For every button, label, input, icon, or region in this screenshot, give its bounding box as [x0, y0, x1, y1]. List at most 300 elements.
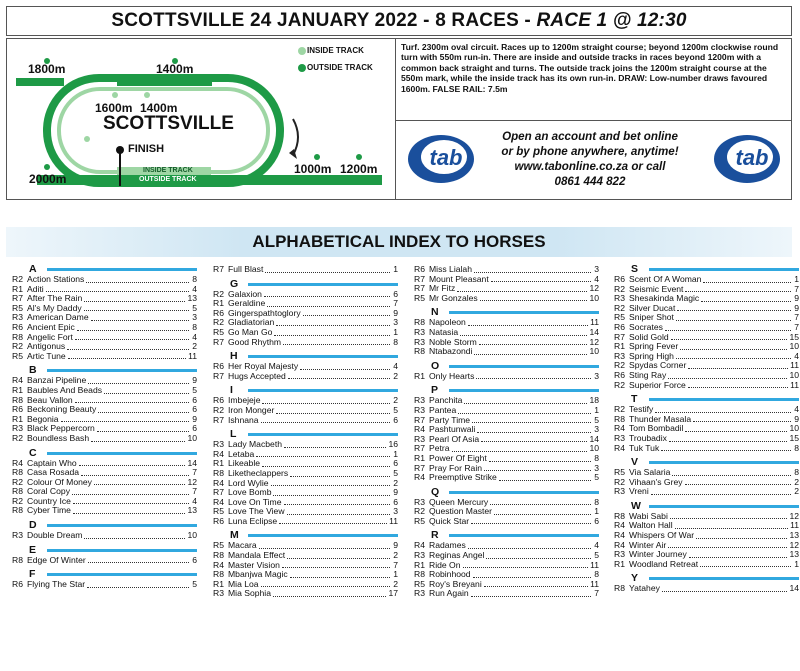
saddle-cloth-number: 13	[187, 505, 197, 516]
horse-name: Action Stations	[27, 274, 85, 284]
horse-name: Mandala Effect	[228, 550, 286, 561]
horse-name: Master Vision	[228, 559, 280, 570]
leader-dots	[463, 561, 589, 569]
leader-dots	[494, 507, 591, 515]
leader-dots	[262, 396, 390, 404]
marker-1200-icon	[356, 154, 362, 160]
race-number: R8	[414, 569, 425, 580]
dist-1800: 1800m	[28, 62, 66, 76]
saddle-cloth-number: 16	[388, 439, 398, 450]
leader-dots	[264, 290, 390, 298]
letter-label: P	[431, 384, 439, 397]
letter-divider	[47, 452, 197, 455]
saddle-cloth-number: 9	[393, 487, 398, 498]
leader-dots	[671, 333, 788, 341]
leader-dots	[261, 580, 390, 588]
leader-dots	[287, 551, 390, 559]
saddle-cloth-number: 11	[389, 515, 398, 526]
leader-dots	[489, 454, 591, 462]
horse-name: Pashtunwali	[429, 424, 476, 435]
letter-label: N	[431, 306, 439, 319]
index-column	[614, 265, 799, 594]
horse-name: Pray For Rain	[429, 462, 483, 473]
race-number: R1	[614, 341, 625, 352]
letter-heading	[614, 574, 799, 584]
letter-divider	[47, 268, 197, 271]
letter-heading	[414, 386, 599, 396]
legend-inside-label: INSIDE TRACK	[307, 46, 364, 55]
leader-dots	[61, 415, 189, 423]
leader-dots	[490, 498, 591, 506]
race-number: R6	[12, 404, 23, 415]
horse-name: Beckoning Beauty	[27, 404, 97, 415]
race-number: R5	[614, 467, 625, 478]
ad-phone: 0861 444 822	[554, 175, 626, 188]
leader-dots	[256, 450, 390, 458]
leader-dots	[665, 323, 791, 331]
letter-heading	[614, 499, 799, 512]
letter-heading	[12, 543, 197, 556]
race-number: R4	[614, 423, 625, 434]
race-number: R3	[614, 486, 625, 497]
horse-name: Ntabazondi	[429, 346, 473, 357]
race-number: R5	[414, 578, 425, 589]
leader-dots	[688, 381, 788, 389]
horse-name: Al's My Daddy	[27, 302, 82, 313]
horse-name: Superior Force	[629, 379, 686, 390]
saddle-cloth-number: 1	[393, 569, 398, 580]
saddle-cloth-number: 8	[594, 452, 599, 463]
saddle-cloth-number: 2	[393, 370, 398, 381]
horse-name: Iron Monger	[228, 404, 275, 415]
letter-heading	[12, 265, 197, 275]
dist-1400-inner: 1400m	[140, 101, 178, 115]
leader-dots	[480, 294, 588, 302]
saddle-cloth-number: 6	[393, 288, 398, 299]
letter-label: A	[29, 263, 37, 275]
race-number: R4	[213, 559, 224, 570]
saddle-cloth-number: 3	[594, 462, 599, 473]
letter-heading	[213, 277, 398, 290]
horse-name: Mount Pleasant	[429, 273, 489, 284]
saddle-cloth-number: 8	[192, 321, 197, 332]
letter-label: Y	[631, 572, 639, 585]
leader-dots	[655, 405, 791, 413]
saddle-cloth-number: 11	[188, 350, 197, 361]
leader-dots	[67, 342, 189, 350]
legend-outside-label: OUTSIDE TRACK	[307, 63, 373, 72]
leader-dots	[73, 497, 189, 505]
index-column	[213, 265, 398, 599]
saddle-cloth-number: 3	[594, 424, 599, 435]
letter-divider	[649, 461, 799, 464]
leader-dots	[662, 584, 788, 592]
horse-name: Artic Tune	[27, 350, 66, 361]
index-header	[6, 227, 792, 257]
leader-dots	[79, 459, 186, 467]
leader-dots	[693, 415, 791, 423]
saddle-cloth-number: 5	[192, 384, 197, 395]
letter-label: R	[431, 529, 439, 542]
horse-row	[12, 434, 197, 444]
race-number: R7	[213, 336, 224, 347]
saddle-cloth-number: 10	[789, 369, 799, 380]
horse-name: Napoleon	[429, 317, 466, 328]
horse-name: Natasia	[429, 326, 459, 337]
race-number: R8	[12, 394, 23, 405]
horse-name: Scent Of A Woman	[629, 274, 702, 284]
leader-dots	[688, 361, 788, 369]
horse-name: Aditi	[27, 283, 44, 294]
saddle-cloth-number: 9	[794, 293, 799, 304]
legend-inside-dot-icon	[298, 47, 306, 55]
leader-dots	[88, 376, 189, 384]
leader-dots	[471, 517, 591, 525]
horse-name: Only Hearts	[429, 370, 475, 381]
horse-row	[213, 372, 398, 382]
letter-label: W	[631, 499, 641, 512]
saddle-cloth-number: 7	[192, 486, 197, 497]
horse-name: Liketheclappers	[228, 467, 289, 478]
race-number: R8	[12, 554, 23, 565]
leader-dots	[468, 541, 591, 549]
horse-name: Testify	[629, 404, 654, 415]
race-number: R8	[614, 413, 625, 424]
leader-dots	[474, 265, 591, 273]
saddle-cloth-number: 10	[589, 346, 599, 357]
letter-divider	[47, 549, 197, 552]
horse-name: Question Master	[429, 506, 493, 517]
race-number: R3	[12, 530, 23, 541]
saddle-cloth-number: 6	[393, 458, 398, 469]
horse-name: Geraldine	[228, 298, 266, 309]
horse-name: Double Dream	[27, 530, 83, 541]
race-number: R7	[414, 273, 425, 284]
saddle-cloth-number: 4	[594, 273, 599, 284]
race-number: R3	[414, 336, 425, 347]
race-number: R3	[614, 293, 625, 304]
leader-dots	[290, 469, 390, 477]
marker-1600-inside-icon	[112, 92, 118, 98]
race-number: R4	[12, 375, 23, 386]
saddle-cloth-number: 5	[393, 404, 398, 415]
letter-heading	[12, 446, 197, 459]
dist-1950: 1950m	[75, 145, 110, 157]
saddle-cloth-number: 3	[393, 317, 398, 328]
horse-row	[12, 580, 197, 590]
saddle-cloth-number: 14	[187, 457, 197, 468]
leader-dots	[273, 488, 390, 496]
race-number: R2	[614, 404, 625, 415]
leader-dots	[479, 338, 588, 346]
saddle-cloth-number: 10	[589, 443, 599, 454]
saddle-cloth-number: 11	[590, 578, 599, 589]
horse-name: After The Rain	[27, 293, 83, 304]
saddle-cloth-number: 1	[794, 274, 799, 284]
saddle-cloth-number: 8	[594, 496, 599, 507]
horse-name: Panchita	[429, 395, 463, 406]
leader-dots	[473, 570, 591, 578]
race-number: R5	[414, 515, 425, 526]
marker-2000-icon	[44, 164, 50, 170]
index-column	[414, 265, 599, 599]
horse-name: Yatahey	[629, 583, 660, 594]
leader-dots	[274, 328, 390, 336]
letter-heading	[614, 265, 799, 275]
race-number: R3	[414, 433, 425, 444]
saddle-cloth-number: 3	[192, 312, 197, 323]
race-number: R2	[213, 404, 224, 415]
saddle-cloth-number: 15	[789, 432, 799, 443]
race-number: R4	[12, 457, 23, 468]
leader-dots	[87, 580, 189, 588]
saddle-cloth-number: 17	[388, 588, 398, 599]
horse-name: Winter Journey	[629, 549, 687, 560]
saddle-cloth-number: 12	[187, 476, 197, 487]
leader-dots	[271, 479, 390, 487]
saddle-cloth-number: 2	[794, 486, 799, 497]
saddle-cloth-number: 6	[192, 394, 197, 405]
saddle-cloth-number: 14	[589, 433, 599, 444]
race-number: R5	[614, 312, 625, 323]
saddle-cloth-number: 1	[393, 448, 398, 459]
horse-name: Likeable	[228, 458, 261, 469]
saddle-cloth-number: 12	[789, 510, 799, 521]
tab-logo-right-icon	[712, 133, 782, 185]
race-number: R2	[614, 379, 625, 390]
leader-dots	[290, 570, 390, 578]
race-number: R2	[213, 288, 224, 299]
leader-dots	[452, 444, 588, 452]
horse-row	[414, 372, 599, 382]
ad-link[interactable]: www.tabonline.co.za or call	[514, 160, 666, 173]
header-banner	[6, 6, 792, 36]
horse-name: Via Salaria	[629, 467, 671, 478]
race-number: R5	[213, 506, 224, 517]
race-number: R8	[614, 510, 625, 521]
horse-name: Run Again	[429, 588, 469, 599]
saddle-cloth-number: 10	[187, 432, 197, 443]
letter-heading	[213, 430, 398, 440]
letter-divider	[47, 573, 197, 576]
leader-dots	[276, 406, 390, 414]
horse-name: Whispers Of War	[629, 530, 695, 541]
leader-dots	[486, 551, 591, 559]
letter-label: D	[29, 519, 37, 532]
race-number: R2	[614, 283, 625, 294]
race-number: R6	[12, 579, 23, 590]
saddle-cloth-number: 8	[594, 569, 599, 580]
horse-name: Letaba	[228, 448, 255, 459]
leader-dots	[81, 468, 189, 476]
letter-divider	[649, 505, 799, 508]
letter-heading	[614, 458, 799, 468]
letter-heading	[414, 531, 599, 541]
horse-name: Roy's Breyani	[429, 578, 482, 589]
course-info-text: Turf. 2300m oval circuit. Races up to 1200m straight course; beyond 1200m clockwise round turn with 550m run-in. There are inside and outside tracks in races beyond 1200m with a common back straight and turns. The outside track joins the 1200m straight course at the 550m mark, while the inside track has its own run-in. DRAW: Low-number draws favoured 1600m. FALSE RAIL: 7.5m	[401, 42, 779, 94]
letter-heading	[213, 352, 398, 362]
horse-name: Antigonus	[27, 341, 66, 352]
saddle-cloth-number: 9	[393, 307, 398, 318]
saddle-cloth-number: 14	[789, 583, 799, 594]
back-chute-left	[16, 78, 64, 86]
letter-heading	[12, 521, 197, 531]
saddle-cloth-number: 11	[590, 559, 599, 570]
race-number: R4	[213, 477, 224, 488]
horse-name: Mia Loa	[228, 578, 259, 589]
letter-divider	[47, 524, 197, 527]
horse-name: Robinhood	[429, 569, 471, 580]
saddle-cloth-number: 2	[393, 477, 398, 488]
leader-dots	[284, 440, 386, 448]
race-number: R4	[414, 424, 425, 435]
leader-dots	[287, 507, 390, 515]
saddle-cloth-number: 14	[589, 326, 599, 337]
saddle-cloth-number: 1	[594, 404, 599, 415]
leader-dots	[668, 541, 787, 549]
letter-label: H	[230, 350, 238, 363]
leader-dots	[282, 561, 390, 569]
leader-dots	[472, 416, 591, 424]
saddle-cloth-number: 9	[393, 540, 398, 551]
horse-name: Petra	[429, 443, 450, 454]
saddle-cloth-number: 11	[790, 360, 799, 371]
leader-dots	[685, 424, 787, 432]
letter-heading	[213, 531, 398, 541]
race-number: R3	[414, 550, 425, 561]
horse-row	[213, 589, 398, 599]
horse-name: Go Man Go	[228, 326, 273, 337]
saddle-cloth-number: 1	[794, 558, 799, 569]
horse-name: Luna Eclipse	[228, 515, 278, 526]
horse-name: Party Time	[429, 414, 471, 425]
horse-name: Vihaan's Grey	[629, 476, 683, 487]
leader-dots	[477, 425, 591, 433]
horse-name: Quick Star	[429, 515, 470, 526]
saddle-cloth-number: 3	[393, 506, 398, 517]
saddle-cloth-number: 7	[794, 283, 799, 294]
race-number: R2	[12, 274, 23, 284]
horse-name: Tom Bombadil	[629, 423, 684, 434]
leader-dots	[73, 506, 186, 514]
letter-heading	[414, 485, 599, 498]
finish-label: FINISH	[128, 143, 165, 155]
horse-name: Casa Rosada	[27, 467, 80, 478]
marker-1950-icon	[84, 136, 90, 142]
race-number: R2	[12, 432, 23, 443]
race-number: R6	[213, 515, 224, 526]
horse-name: Ishnana	[228, 414, 259, 425]
saddle-cloth-number: 11	[590, 317, 599, 328]
letter-divider	[649, 577, 799, 580]
title-main: SCOTTSVILLE 24 JANUARY 2022 - 8 RACES -	[111, 10, 537, 31]
saddle-cloth-number: 4	[192, 495, 197, 506]
horse-name: Shesakinda Magic	[629, 293, 700, 304]
leader-dots	[685, 478, 791, 486]
race-number: R3	[614, 432, 625, 443]
race-number: R1	[12, 384, 23, 395]
saddle-cloth-number: 9	[794, 302, 799, 313]
horse-name: Pearl Of Asia	[429, 433, 480, 444]
letter-label: G	[230, 277, 239, 290]
leader-dots	[98, 405, 189, 413]
race-number: R8	[614, 583, 625, 594]
saddle-cloth-number: 6	[192, 554, 197, 565]
race-number: R8	[414, 346, 425, 357]
saddle-cloth-number: 12	[789, 539, 799, 550]
letter-divider	[649, 398, 799, 401]
leader-dots	[91, 434, 185, 442]
race-number: R1	[12, 413, 23, 424]
race-number: R7	[414, 462, 425, 473]
leader-dots	[696, 531, 787, 539]
horse-name: Socrates	[629, 321, 663, 332]
horse-row	[614, 584, 799, 594]
leader-dots	[267, 299, 390, 307]
tab-advert	[396, 121, 792, 200]
race-number: R4	[414, 540, 425, 551]
race-number: R2	[614, 360, 625, 371]
leader-dots	[460, 328, 587, 336]
leader-dots	[91, 313, 189, 321]
leader-dots	[499, 473, 591, 481]
horse-row	[614, 444, 799, 454]
horse-name: Banzai Pipeline	[27, 375, 87, 386]
leader-dots	[84, 294, 185, 302]
saddle-cloth-number: 7	[393, 559, 398, 570]
horse-row	[213, 416, 398, 426]
horse-name: Spydas Corner	[629, 360, 687, 371]
race-number: R6	[12, 321, 23, 332]
leader-dots	[68, 352, 186, 360]
saddle-cloth-number: 5	[594, 414, 599, 425]
legend-outside-dot-icon	[298, 64, 306, 72]
horse-row	[12, 506, 197, 516]
race-number: R4	[213, 496, 224, 507]
race-number: R5	[213, 326, 224, 337]
letter-label: C	[29, 446, 37, 459]
back-chute-mid	[117, 78, 212, 86]
saddle-cloth-number: 6	[393, 414, 398, 425]
leader-dots	[468, 318, 588, 326]
saddle-cloth-number: 7	[393, 298, 398, 309]
race-number: R6	[614, 321, 625, 332]
horse-name: Good Rhythm	[228, 336, 282, 347]
leader-dots	[261, 416, 390, 424]
horse-row	[614, 487, 799, 497]
letter-label: O	[431, 359, 440, 372]
race-number: R1	[614, 558, 625, 569]
race-number: R3	[213, 588, 224, 599]
marker-1000-icon	[314, 154, 320, 160]
horse-name: Mia Sophia	[228, 588, 271, 599]
saddle-cloth-number: 7	[794, 321, 799, 332]
leader-dots	[283, 338, 390, 346]
race-number: R1	[414, 452, 425, 463]
race-number: R7	[213, 370, 224, 381]
letter-divider	[248, 355, 398, 358]
leader-dots	[689, 550, 788, 558]
horse-row	[614, 560, 799, 570]
race-number: R2	[414, 506, 425, 517]
horse-name: Wabi Sabi	[629, 510, 668, 521]
horse-name: Mr Fitz	[429, 283, 456, 294]
saddle-cloth-number: 9	[192, 413, 197, 424]
horse-name: Flying The Star	[27, 579, 86, 590]
dist-1000: 1000m	[294, 162, 332, 176]
race-number: R8	[12, 467, 23, 478]
letter-divider	[449, 389, 599, 392]
